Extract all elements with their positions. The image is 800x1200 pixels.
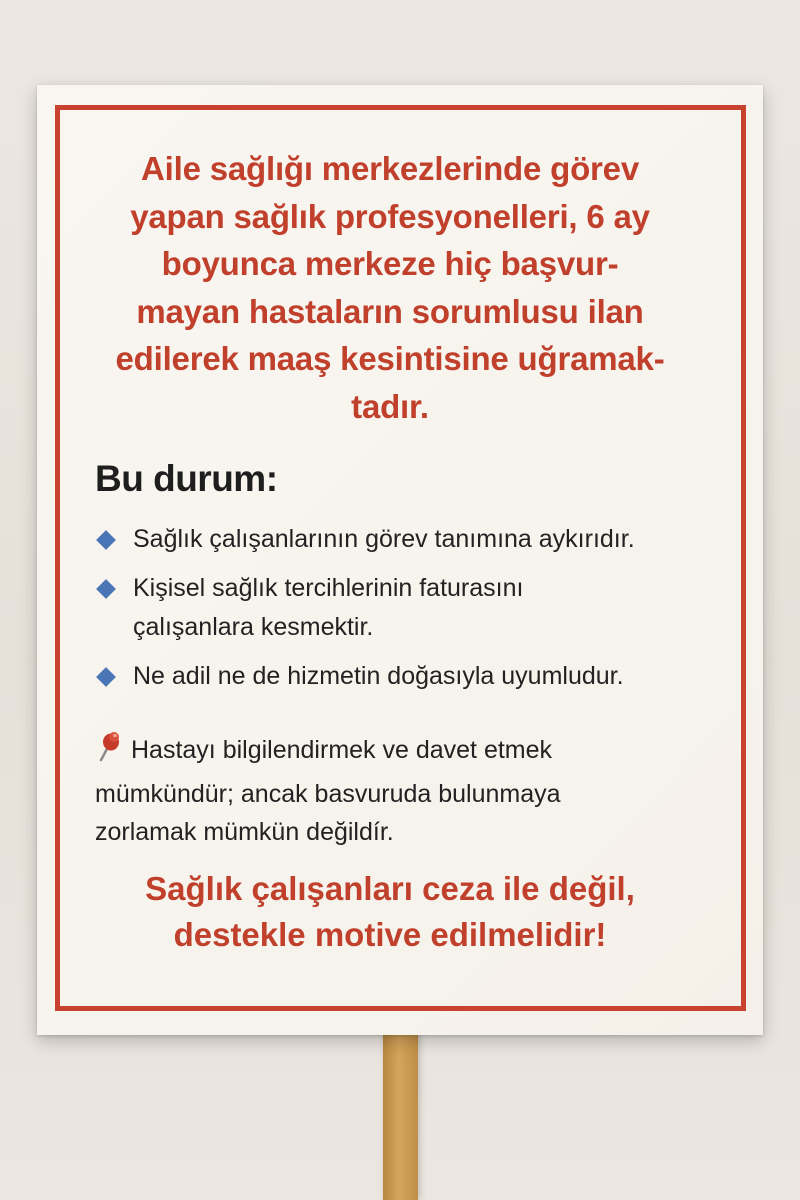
bullet-text: Sağlık çalışanlarının görev tanımına aykırıdır.: [133, 525, 635, 553]
diamond-bullet-icon: [96, 579, 116, 599]
headline-line: yapan sağlık profesyonelleri, 6 ay: [130, 197, 650, 235]
closing-statement: [37, 866, 743, 958]
diamond-bullet-icon: [96, 530, 116, 550]
diamond-bullet-icon: [96, 667, 116, 687]
pushpin-icon: [95, 730, 121, 775]
bullet-list: [97, 520, 717, 706]
note-text: mümkündür; ancak basvuruda bulunmaya: [95, 780, 561, 808]
note-text: Hastayı bilgilendirmek ve davet etmek: [131, 736, 553, 764]
bullet-text: Kişisel sağlık tercihlerinin faturasını: [133, 574, 524, 602]
note-text: zorlamak mümkün değildír.: [95, 818, 394, 846]
bullet-text: çalışanlara kesmektir.: [133, 613, 374, 641]
headline-line: boyunca merkeze hiç başvur-: [161, 245, 619, 282]
closing-line: Sağlık çalışanları ceza ile değil,: [145, 870, 635, 907]
sign-stick: [383, 1030, 418, 1200]
headline-line: mayan hastaların sorumlusu ilan: [136, 292, 644, 330]
closing-line: destekle motive edilmelidir!: [173, 916, 607, 953]
headline-line: tadır.: [351, 387, 429, 425]
bullet-item: [97, 520, 717, 559]
protest-sign: [37, 85, 763, 1035]
bullet-text: Ne adil ne de hizmetin doğasıyla uyumludur.: [133, 662, 624, 690]
headline-line: edilerek maaş kesintisine uğramak-: [115, 340, 665, 377]
headline-line: Aile sağlığı merkezlerinde görev: [141, 150, 639, 187]
headline: [37, 145, 743, 430]
bullet-item: [97, 657, 717, 696]
subheading: Bu durum:: [95, 458, 278, 499]
note-block: [95, 730, 715, 851]
bullet-item: [97, 569, 717, 647]
